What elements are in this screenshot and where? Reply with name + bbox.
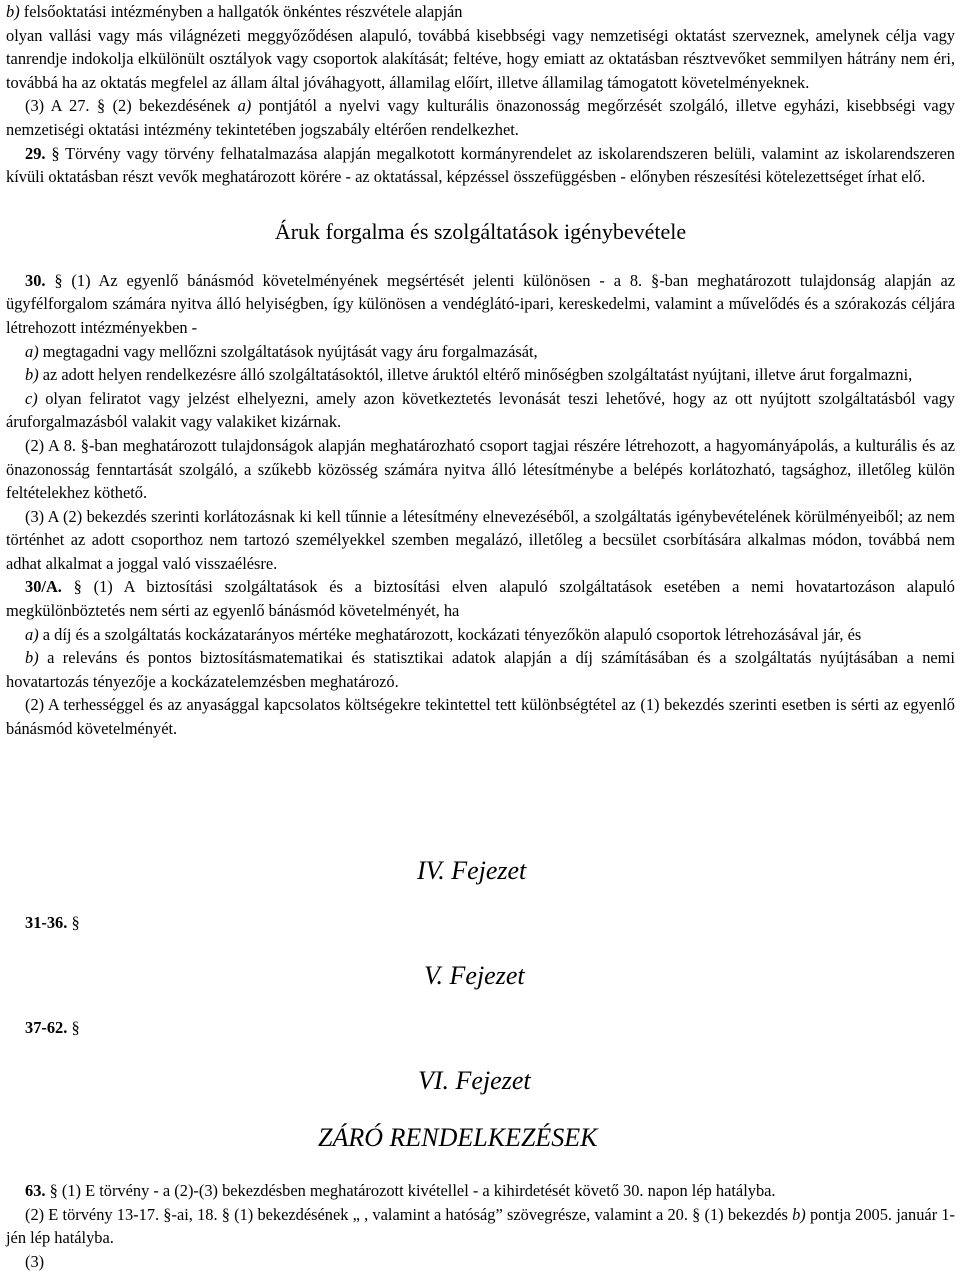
section-30a-paragraph-2: (2) A terhességgel és az anyasággal kapcsolatos költségekre tekintettel tett különbségtétel az (1) bekezdés szerinti esetben is sérti az egyenlő bánásmód követelményét. (6, 695, 955, 739)
section-text: § (1) E törvény - a (2)-(3) bekezdésben meghatározott kivétellel - a kihirdetését követő 30. napon lép hatályba. (45, 1181, 776, 1200)
section-text: § (1) Az egyenlő bánásmód követelményének megsértését jelenti különösen - a 8. §-ban meghatározott tulajdonság alapján az ügyfélforgalom számára nyitva álló helyiségben, így különösen a vendéglátó-ipari, kereskedelmi, valamint a művelődés és a szórakozás céljára létrehozott intézményekben - (6, 270, 955, 337)
section-63 (6, 1179, 955, 1203)
section-range-37-62 (25, 1016, 80, 1040)
paragraph-b-continued: olyan vallási vagy más világnézeti meggyőződésen alapuló, továbbá kisebbségi vagy nemzetiségi oktatást szerveznek, amelynek célja vagy tanrendje indokolja elkülönült osztályok vagy csoportok alakítását; feltéve, hogy emiatt az oktatásban résztvevőket semmilyen hátrány nem éri, továbbá ha az oktatás megfelel az állam által jóváhagyott, államilag előírt, illetve államilag támogatott követelményeknek. (6, 25, 955, 92)
section-number: 29. (25, 143, 46, 163)
section-30-paragraph-2: (2) A 8. §-ban meghatározott tulajdonságok alapján meghatározható csoport tagjai részére létrehozott, a hagyományápolás, a kulturális és az önazonosság fenntartását szolgáló, a szűkebb közösség számára nyitva álló létesítménybe a belépés korlátozható, tagsághoz, illetőleg külön feltételekhez köthető. (6, 435, 955, 503)
chapter-iv-heading: IV. Fejezet (417, 856, 527, 885)
point-marker: a) (237, 96, 252, 116)
ref-number: (3) A 27. (25, 96, 90, 116)
range-number: 31-36. (25, 913, 68, 932)
point-marker: b) (25, 365, 39, 385)
section-63-paragraph-2 (6, 1203, 955, 1250)
point-text: a releváns és pontos biztosításmatematikai és statisztikai adatok alapján a díj számításában és a szolgáltatás nyújtásában a nemi hovatartozás tényezője a kockázatelemzésben meghatározó. (6, 648, 955, 691)
chapter-v-heading: V. Fejezet (424, 961, 525, 990)
range-number: 37-62. (25, 1018, 68, 1037)
text: (2) bekezdésének (105, 96, 238, 116)
text: (2) E törvény 13-17. §-ai, 18. § (1) bekezdésének „ , valamint a hatóság” szövegrésze, valamint a 20. § (1) bekezdés (25, 1204, 793, 1224)
section-30a (6, 575, 955, 622)
text-block-top (6, 0, 955, 741)
point-marker: b) (6, 2, 20, 21)
section-63-paragraph-3: (3) (25, 1251, 45, 1271)
text-block-bottom (6, 1179, 955, 1273)
section-30a-point-a (6, 623, 955, 647)
section-symbol: § (67, 913, 80, 932)
section-30-paragraph-3: (3) A (2) bekezdés szerinti korlátozásnak ki kell tűnnie a létesítmény elnevezéséből, a szolgáltatás igénybevételének körülményeiből; az nem történhet az adott csoporthoz nem tartozó személyekkel szemben megalázó, illetőleg a becsület csorbítására alkalmas módon, továbbá nem adhat alkalmat a joggal való visszaélésre. (6, 506, 955, 573)
section-number: 30. (25, 270, 46, 290)
section-30-point-b (6, 363, 955, 387)
closing-provisions-heading: ZÁRÓ RENDELKEZÉSEK (318, 1123, 598, 1152)
chapter-vi-heading: VI. Fejezet (418, 1066, 531, 1095)
section-number: 30/A. (25, 577, 62, 597)
point-marker: a) (25, 341, 39, 361)
section-heading: Áruk forgalma és szolgáltatások igénybevétele (274, 218, 687, 244)
section-symbol: § (89, 96, 106, 116)
section-29 (6, 142, 955, 189)
text: pontjától a nyelvi vagy kulturális önazonosság megőrzését szolgáló, illetve egyházi, kisebbségi vagy nemzetiségi oktatási intézmény tekintetében jogszabály eltérően rendelkezhet. (6, 96, 955, 139)
text: pontja 2005. január 1-jén lép hatályba. (6, 1204, 955, 1248)
point-text: az adott helyen rendelkezésre álló szolgáltatásoktól, illetve áruktól eltérő minőségben szolgáltatást nyújtani, illetve árut forgalmazni, (38, 365, 913, 385)
section-range-31-36 (25, 911, 80, 935)
paragraph-27-3 (6, 94, 955, 141)
section-symbol: § (67, 1018, 80, 1037)
section-30-point-c (6, 387, 955, 434)
section-30 (6, 269, 955, 340)
section-30a-point-b (6, 646, 955, 693)
section-number: 63. (25, 1181, 46, 1200)
point-marker: b) (25, 648, 39, 668)
point-marker: c) (25, 388, 38, 408)
section-text: § Törvény vagy törvény felhatalmazása alapján megalkotott kormányrendelet az iskolarendszeren belüli, valamint az iskolarendszeren kívüli oktatásban részt vevők meghatározott körére - az oktatással, képzéssel összefüggésben - előnyben részesítési kötelezettséget írhat elő. (6, 143, 955, 187)
section-text: § (1) A biztosítási szolgáltatások és a biztosítási elven alapuló szolgáltatások esetében a nemi hovatartozáson alapuló megkülönböztetés nem sérti az egyenlő bánásmód követelményét, ha (6, 577, 955, 621)
point-text: olyan feliratot vagy jelzést elhelyezni, amely azon következtetés levonását teszi lehetővé, hogy az ott nyújtott szolgáltatásból vagy áruforgalmazásból valakit vagy valakiket kizárnak. (6, 388, 955, 432)
point-text: megtagadni vagy mellőzni szolgáltatások nyújtását vagy áru forgalmazását, (38, 341, 538, 361)
point-text: a díj és a szolgáltatás kockázatarányos mértéke meghatározott, kockázati tényezőkön alapuló csoportok létrehozásával jár, és (38, 624, 862, 644)
point-text: felsőoktatási intézményben a hallgatók önkéntes részvétele alapján (19, 2, 463, 21)
section-30-point-a (6, 340, 955, 364)
point-marker: b) (792, 1204, 806, 1224)
paragraph-b-point (6, 0, 955, 24)
point-marker: a) (25, 624, 39, 644)
